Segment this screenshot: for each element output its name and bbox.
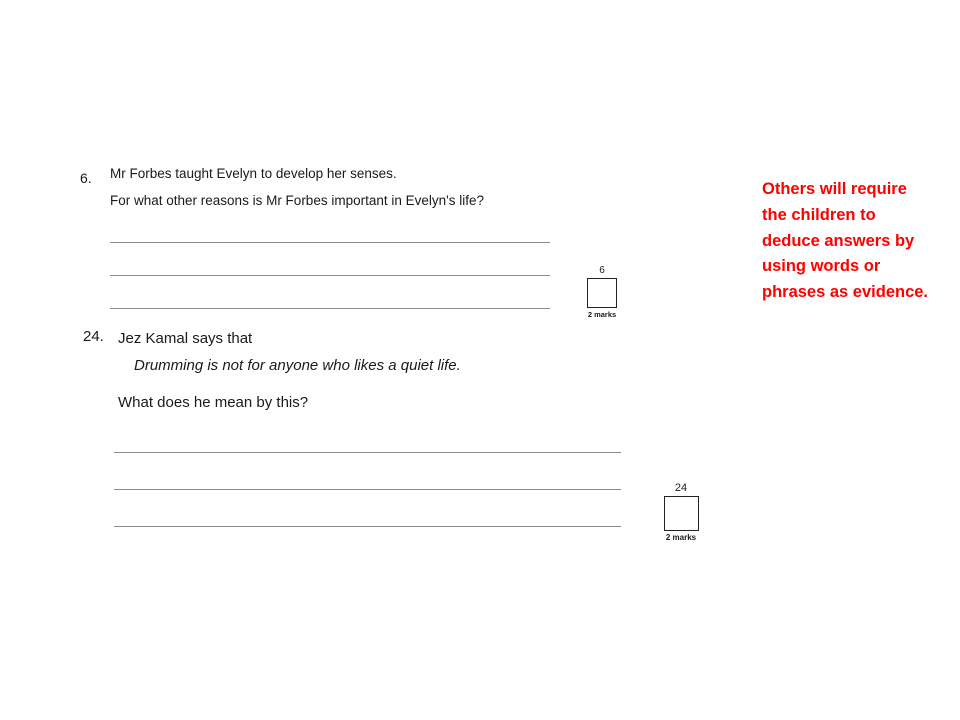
question-number: 24. [83,328,104,345]
question-quote: Drumming is not for anyone who likes a quiet life. [134,357,461,374]
question-number: 6. [80,170,92,186]
answer-line [114,452,621,453]
question-prompt: What does he mean by this? [118,394,309,411]
marks-label: 2 marks [665,533,697,542]
mark-box [664,496,699,531]
question-statement: Mr Forbes taught Evelyn to develop her senses. [110,166,397,181]
mark-box-number: 6 [599,265,605,276]
answer-line [114,489,621,490]
question-intro: Jez Kamal says that [118,330,253,347]
answer-line [110,308,550,309]
mark-box [587,278,617,308]
marks-label: 2 marks [587,310,617,319]
question-prompt: For what other reasons is Mr Forbes important in Evelyn's life? [110,193,484,208]
answer-line [114,526,621,527]
mark-box-number: 24 [674,482,688,494]
answer-line [110,275,550,276]
annotation-note: Others will require the children to deduce answers by using words or phrases as evidence. [762,180,929,302]
answer-line [110,242,550,243]
